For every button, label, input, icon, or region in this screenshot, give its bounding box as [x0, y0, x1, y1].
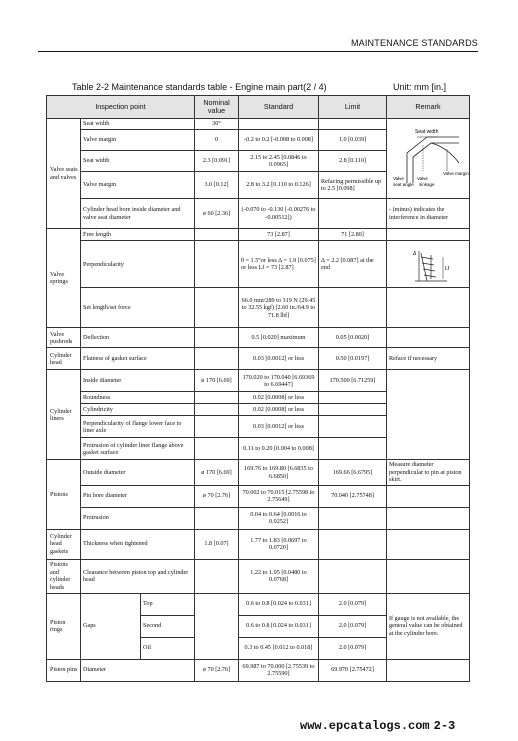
table-row — [47, 119, 470, 130]
diagram-delta-label: Δ — [413, 251, 417, 257]
cell-standard: 0.3 to 0.45 [0.012 to 0.018] — [239, 637, 319, 659]
cell-item: Pin bore diameter — [81, 485, 195, 507]
col-inspection: Inspection point — [47, 96, 195, 119]
cell-item: Deflection — [81, 328, 195, 348]
table-row — [47, 507, 470, 529]
cell-item: Protrusion of cylinder liner flange above gasket surface — [81, 438, 195, 460]
valve-seat-figure — [387, 123, 469, 191]
cell-item: Valve margin — [81, 172, 195, 199]
cell-limit: 169.66 [6.6795] — [319, 460, 387, 485]
cell-item: Set length/set force — [81, 288, 195, 328]
cell-limit: 170.500 [6.71259] — [319, 370, 387, 392]
cell-item: Gaps — [81, 593, 141, 659]
cell-limit: 2.0 [0.079] — [319, 593, 387, 615]
cell-standard: 0.6 to 0.8 [0.024 to 0.031] — [239, 593, 319, 615]
cell-item: Diameter — [81, 659, 195, 681]
cell-limit: 2.8 [0.110] — [319, 151, 387, 172]
cell-nominal: ø 60 [2.36] — [195, 199, 239, 229]
cell-item: Outside diameter — [81, 460, 195, 485]
group-piston-rings: Piston rings — [47, 593, 81, 659]
cell-standard: 169.76 to 169.80 [6.6835 to 6.6850] — [239, 460, 319, 485]
cell-limit: 1.0 [0.039] — [319, 130, 387, 151]
group-cylinder-head: Cylinder head — [47, 348, 81, 370]
cell-nominal: 1.8 [0.07] — [195, 529, 239, 559]
diagram-sinkage-label: sinkage — [419, 182, 435, 188]
cell-item: Seat width — [81, 119, 195, 130]
cell-standard: θ = 1.5°or less Δ = 1.9 [0.075] or less Lf = 73 [2.87] — [239, 241, 319, 288]
cell-limit: 0.05 [0.0020] — [319, 328, 387, 348]
cell-standard: 70.002 to 70.015 [2.75598 to 2.75649] — [239, 485, 319, 507]
cell-limit: 69.970 [2.75472] — [319, 659, 387, 681]
cell-limit: Refacing permissible up to 2.5 [0.098] — [319, 172, 387, 199]
table-unit: Unit: mm [in.] — [392, 82, 446, 92]
cell-item: Cylindricity — [81, 404, 195, 416]
col-remark: Remark — [387, 96, 470, 119]
table-row — [47, 659, 470, 681]
header-rule — [38, 51, 478, 52]
col-limit: Limit — [319, 96, 387, 119]
table-row — [47, 593, 470, 615]
cell-nominal: 0 — [195, 130, 239, 151]
table-row — [47, 348, 470, 370]
cell-remark: If gauge is not available, the general value can be obtained at the cylinder bore. — [387, 593, 470, 659]
cell-standard: 73 [2.87] — [239, 229, 319, 241]
cell-item: Valve margin — [81, 130, 195, 151]
cell-item: Cylinder head bore inside diameter and valve seat diameter — [81, 199, 195, 229]
table-row — [47, 460, 470, 485]
cell-nominal: 3.0 [0.12] — [195, 172, 239, 199]
cell-item: Flatness of gasket surface — [81, 348, 195, 370]
cell-limit: 70.040 [2.75748] — [319, 485, 387, 507]
cell-standard: 2.15 to 2.45 [0.0846 to 0.0965] — [239, 151, 319, 172]
cell-limit: Δ = 2.2 [0.087] at the end — [319, 241, 387, 288]
page-header: MAINTENANCE STANDARDS — [350, 38, 478, 48]
cell-remark: - (minus) indicates the interference in diameter — [387, 199, 470, 229]
cell-standard: 0.11 to 0.20 [0.004 to 0.008] — [239, 438, 319, 460]
spring-diagram — [387, 241, 470, 288]
cell-item: Free length — [81, 229, 195, 241]
cell-standard: 66.0 mm/289 to 319 N (29.45 to 32.55 kgf) [2.60 in./64.9 to 71.8 lbf] — [239, 288, 319, 328]
group-pistons-heads: Pistons and cylinder heads — [47, 559, 81, 593]
cell-standard: 0.03 [0.0012] or less — [239, 416, 319, 438]
table-row — [47, 288, 470, 328]
table-row — [47, 241, 470, 288]
cell-item: Roundness — [81, 392, 195, 404]
maintenance-table — [46, 95, 470, 682]
cell-standard: 1.22 to 1.95 [0.0480 to 0.0768] — [239, 559, 319, 593]
table-caption — [72, 82, 462, 92]
table-row — [47, 328, 470, 348]
group-piston-pins: Piston pins — [47, 659, 81, 681]
cell-item: Inside diameter — [81, 370, 195, 392]
col-standard: Standard — [239, 96, 319, 119]
cell-sub: Oil — [141, 637, 195, 659]
cell-nominal: ø 170 [6.69] — [195, 370, 239, 392]
footer-page-number: 2-3 — [433, 719, 456, 733]
cell-standard: (-0.070 to -0.130 [-0.00276 to -0.00512]) — [239, 199, 319, 229]
cell-standard: 0.03 [0.0012] or less — [239, 348, 319, 370]
group-pistons: Pistons — [47, 460, 81, 529]
cell-standard: 0.04 to 0.64 [0.0016 to 0.0252] — [239, 507, 319, 529]
cell-limit: 71 [2.80] — [319, 229, 387, 241]
group-valve-pushrods: Valve pushrods — [47, 328, 81, 348]
cell-standard: 170.020 to 170.040 [6.69369 to 6.69447] — [239, 370, 319, 392]
diagram-valve-label-2: Valve — [417, 176, 428, 182]
cell-nominal: 2.3 [0.091] — [195, 151, 239, 172]
diagram-seat-width-label: Seat width — [415, 129, 439, 136]
cell-standard: 69.987 to 70.000 [2.75539 to 2.75590] — [239, 659, 319, 681]
valve-seat-diagram — [387, 119, 470, 199]
diagram-seat-angle-label: seat angle — [393, 182, 414, 188]
spring-figure — [387, 241, 469, 285]
cell-nominal: ø 170 [6.69] — [195, 460, 239, 485]
cell-sub: Top — [141, 593, 195, 615]
cell-standard: 0.02 [0.0008] or less — [239, 404, 319, 416]
table-header-row — [47, 96, 470, 119]
col-nominal: Nominal value — [195, 96, 239, 119]
cell-standard: 0.5 [0.020] maximum — [239, 328, 319, 348]
group-head-gaskets: Cylinder head gaskets — [47, 529, 81, 559]
cell-limit: 2.0 [0.079] — [319, 615, 387, 637]
cell-item: Perpendicularity of flange lower face to liner axle — [81, 416, 195, 438]
group-valve-seats: Valve seats and valves — [47, 119, 81, 229]
cell-standard: 1.77 to 1.83 [0.0697 to 0.0720] — [239, 529, 319, 559]
cell-limit: 2.0 [0.079] — [319, 637, 387, 659]
cell-nominal: ø 70 [2.76] — [195, 659, 239, 681]
diagram-valve-label: Valve — [393, 176, 404, 182]
cell-remark: Reface if necessary — [387, 348, 470, 370]
table-title: Table 2-2 Maintenance standards table - Engine main part(2 / 4) — [72, 82, 327, 92]
table-row — [47, 529, 470, 559]
cell-limit: 0.50 [0.0197] — [319, 348, 387, 370]
cell-standard: 2.8 to 3.2 [0.110 to 0.126] — [239, 172, 319, 199]
footer-url[interactable]: www.epcatalogs.com — [300, 719, 430, 733]
cell-item: Clearance between piston top and cylinder head — [81, 559, 195, 593]
cell-sub: Second — [141, 615, 195, 637]
page-footer — [300, 719, 455, 733]
cell-nominal: 30° — [195, 119, 239, 130]
cell-remark: Measure diameter perpendicular to pin at piston skirt. — [387, 460, 470, 485]
cell-standard: 0.02 [0.0008] or less — [239, 392, 319, 404]
diagram-lf-label: Lf — [445, 266, 450, 272]
table-row — [47, 485, 470, 507]
cell-item: Thickness when tightened — [81, 529, 195, 559]
cell-standard: 0.6 to 0.8 [0.024 to 0.031] — [239, 615, 319, 637]
group-valve-springs: Valve springs — [47, 229, 81, 328]
group-cylinder-liners: Cylinder liners — [47, 370, 81, 460]
table-row — [47, 559, 470, 593]
diagram-valve-margin-label: Valve margin — [443, 171, 469, 177]
cell-nominal: ø 70 [2.76] — [195, 485, 239, 507]
cell-item: Seat width — [81, 151, 195, 172]
table-row — [47, 370, 470, 392]
cell-item: Protrusion — [81, 507, 195, 529]
cell-item: Perpendicularity — [81, 241, 195, 288]
cell-standard: -0.2 to 0.2 [-0.008 to 0.008] — [239, 130, 319, 151]
table-row — [47, 199, 470, 229]
table-row — [47, 229, 470, 241]
